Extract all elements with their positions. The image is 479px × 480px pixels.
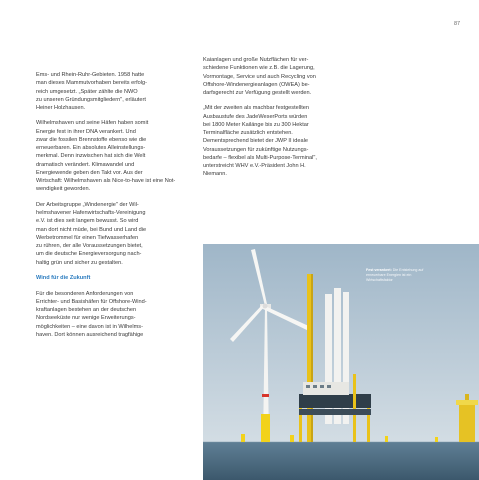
transition-piece	[456, 394, 478, 442]
paragraph: Ems- und Rhein-Ruhr-Gebieten. 1958 hatte man dieses Mammutvorhaben bereits erfolg- reich umgesetzt. „Später zählte die NWO zu unseren Gründungsmitgliedern", erläutert Heiner Holzhausen.	[36, 72, 147, 111]
right-text-column	[203, 56, 363, 186]
paragraph: „Mit der zweiten als machbar festgestellten Ausbaustufe des JadeWeserPorts würden bei 1800 Meter Kailänge bis zu 300 Hektar Terminalfläche zusätzlich entstehen. Dementsprechend bietet der JWP II ideale Voraussetzungen für zukünftige Nutzungs- bedarfe – flexibel als Multi-Purpose-Terminal", unterstreicht WHV e.V.-Präsident John H. Niemann.	[203, 105, 317, 178]
paragraph: Kaianlagen und große Nutzflächen für ver- schiedene Funktionen wie z.B. die Lagerung, Vormontage, Service und auch Recycling von Offshore-Windenergieanlagen (OWEA) be- darfsgerecht zur Verfügung gestellt werden.	[203, 57, 316, 96]
caption-text: Die Entstehung auf erneuerbare Energien ist ein Wirtschaftsfaktor	[366, 268, 424, 282]
page-number: 87	[454, 21, 461, 27]
offshore-wind-photo	[203, 244, 479, 480]
paragraph: Für die besonderen Anforderungen von Errichter- und Basishäfen für Offshore-Wind- kraftanlagen bestehen an der deutschen Nordseeküste nur wenige Erweiterungs- möglichkeiten – eine davon ist in Wilhelms- haven. Dort können ausreichend tragfähige	[36, 290, 147, 338]
paragraph: Der Arbeitsgruppe „Windenergie" der Wil- helmshavener Hafenwirtschafts-Vereinigung e.V. ist dies seit langem bewusst. So wird man dort nicht müde, bei Bund und Land die Werbetrommel für einen Tiefwasserhafen zu rühren, der alle Voraussetzungen bietet, um die deutsche Energieversorgung nach- haltig grün und sicher zu gestalten.	[36, 201, 147, 266]
caption-bold: Fest verankert:	[366, 268, 392, 272]
section-subheading: Wind für die Zukunft	[36, 275, 91, 282]
left-text-column	[36, 71, 186, 346]
paragraph: Wilhelmshaven und seine Häfen haben somit Energie fest in ihrer DNA verankert. Und zwar die fossilen Brennstoffe ebenso wie die erneuerbaren. Ein absolutes Alleinstellungs- merkmal. Denn inzwischen hat sich die Welt dramatisch verändert. Klimawandel und Energiewende geben den Takt vor. Aus der Wirtschaft: Wilhelmshaven als Nice-to-have ist eine Not- wendigkeit geworden.	[36, 120, 176, 193]
photo-caption	[366, 268, 436, 283]
